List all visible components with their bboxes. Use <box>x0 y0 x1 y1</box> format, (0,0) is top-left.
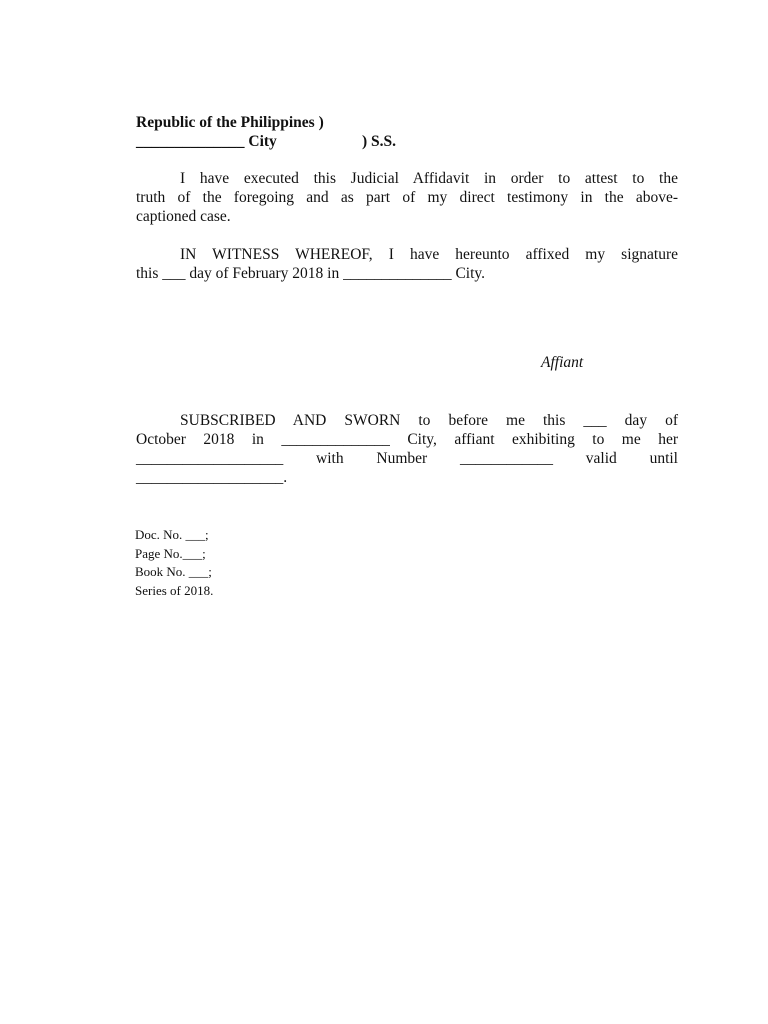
series-year: Series of 2018. <box>135 582 214 598</box>
jurat-line-4: ___________________. <box>136 469 288 486</box>
venue-block <box>136 113 397 151</box>
affiant-label: Affiant <box>541 354 584 371</box>
witness-line-2: this ___ day of February 2018 in ______________ City. <box>136 265 486 282</box>
jurat-paragraph <box>136 411 678 487</box>
jurat-line-3: ___________________ with Number ____________ valid until <box>136 450 678 467</box>
venue-ss: ) S.S. <box>362 133 397 150</box>
attestation-line-1: I have executed this Judicial Affidavit in order to attest to the <box>180 170 678 187</box>
attestation-line-3: captioned case. <box>136 208 231 225</box>
jurat-line-2: October 2018 in ______________ City, affiant exhibiting to me her <box>136 431 678 448</box>
notarial-register <box>135 526 213 600</box>
attestation-paragraph <box>136 169 678 226</box>
jurat-line-1: SUBSCRIBED AND SWORN to before me this ___ day of <box>180 412 678 429</box>
doc-number: Doc. No. ___; <box>135 527 209 542</box>
attestation-line-2: truth of the foregoing and as part of my direct testimony in the above- <box>136 189 678 206</box>
witness-paragraph <box>136 245 678 283</box>
page-number: Page No.___; <box>135 545 206 561</box>
witness-line-1: IN WITNESS WHEREOF, I have hereunto affixed my signature <box>180 246 678 263</box>
venue-republic: Republic of the Philippines ) <box>136 114 324 131</box>
book-number: Book No. ___; <box>135 564 212 579</box>
venue-city: ______________ City <box>136 133 277 150</box>
venue-city-row <box>136 132 397 151</box>
